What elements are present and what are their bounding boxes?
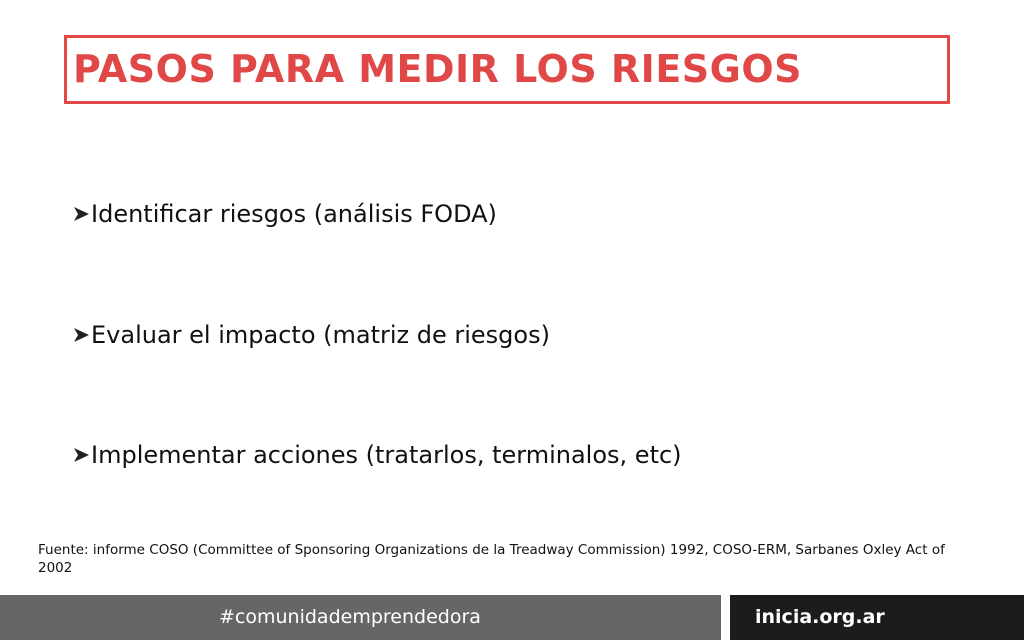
bullet-text: Implementar acciones (tratarlos, terminalos, etc) [91,441,682,469]
bullet-item [72,440,682,470]
footer-hashtag: #comunidademprendedora [219,606,481,628]
slide-title: PASOS PARA MEDIR LOS RIESGOS [73,47,803,91]
source-note: Fuente: informe COSO (Committee of Sponsoring Organizations de la Treadway Commission) 1992, COSO-ERM, Sarbanes Oxley Act of 2002 [38,542,945,576]
footer-hashtag-bar [0,595,721,640]
arrow-bullet-icon [72,321,91,349]
bullet-text: Evaluar el impacto (matriz de riesgos) [91,321,550,349]
arrow-bullet-icon [72,441,91,469]
bullet-item [72,320,550,350]
arrow-bullet-icon [72,200,91,228]
bullet-text: Identificar riesgos (análisis FODA) [91,200,497,228]
bullet-item [72,199,497,229]
footer-site-link[interactable]: inicia.org.ar [755,606,885,628]
footer-site-bar [730,595,1024,640]
